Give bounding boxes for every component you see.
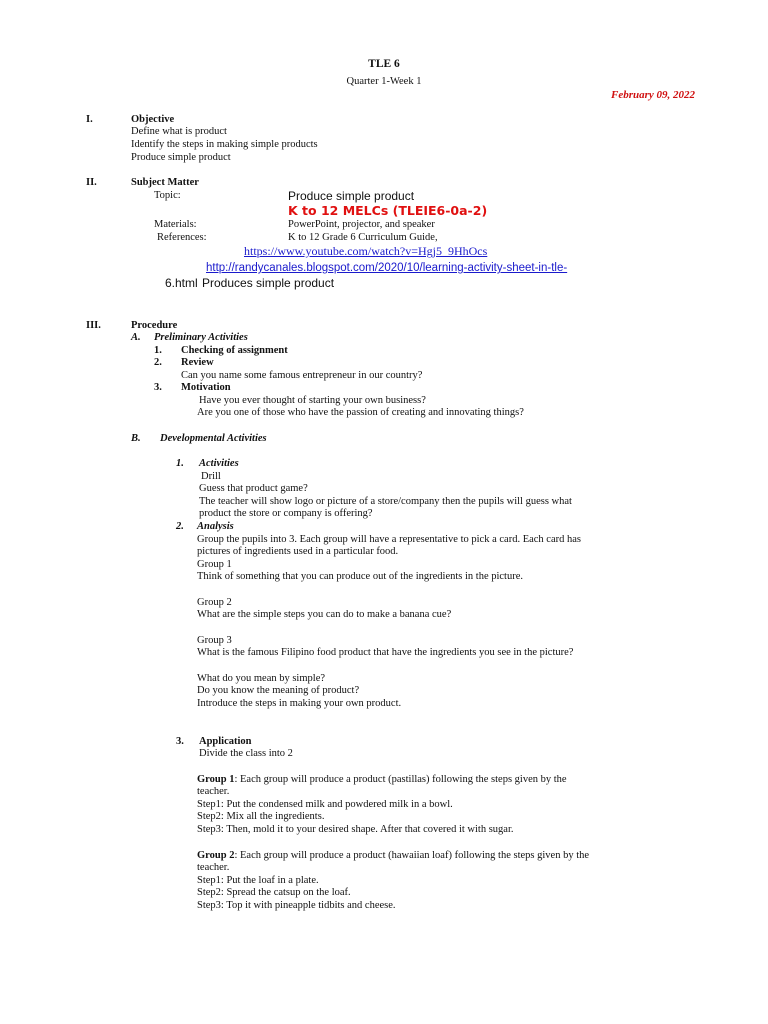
subsection-heading-developmental: Developmental Activities xyxy=(160,433,267,444)
item-heading-checking: Checking of assignment xyxy=(181,345,288,356)
references-title: Produces simple product xyxy=(202,276,335,290)
group2-line: Step2: Spread the catsup on the loaf. xyxy=(197,887,351,898)
group1-line: Step2: Mix all the ingredients. xyxy=(197,811,325,822)
group1-text: : Each group will produce a product (pastillas) following the steps given by the xyxy=(234,774,567,785)
section-heading-subject-matter: Subject Matter xyxy=(131,177,199,188)
section-numeral-subject-matter: II. xyxy=(86,177,97,188)
document-subtitle: Quarter 1-Week 1 xyxy=(346,76,422,87)
group1-instruction xyxy=(197,774,567,786)
subsection-letter-b: B. xyxy=(131,433,141,444)
objective-item: Identify the steps in making simple products xyxy=(131,139,318,150)
group2-line: teacher. xyxy=(197,862,230,873)
subsection-heading-preliminary: Preliminary Activities xyxy=(154,332,248,343)
group2-instruction xyxy=(197,850,589,862)
analysis-line: What do you mean by simple? xyxy=(197,673,326,684)
references-value: K to 12 Grade 6 Curriculum Guide, xyxy=(288,232,438,243)
item-number: 1. xyxy=(154,345,162,356)
group1-label: Group 1 xyxy=(197,774,235,785)
blogspot-link-tail[interactable]: 6.html xyxy=(165,276,198,290)
section-numeral-objective: I. xyxy=(86,114,93,125)
analysis-line: Think of something that you can produce out of the ingredients in the picture. xyxy=(197,571,524,582)
section-numeral-procedure: III. xyxy=(86,320,101,331)
materials-value: PowerPoint, projector, and speaker xyxy=(288,219,435,230)
group2-line: Step3: Top it with pineapple tidbits and cheese. xyxy=(197,900,396,911)
references-label: References: xyxy=(157,232,207,243)
analysis-line: Group 1 xyxy=(197,559,232,570)
youtube-link[interactable]: https://www.youtube.com/watch?v=Hgj5_9HhOcs xyxy=(244,244,488,258)
item-heading-motivation: Motivation xyxy=(181,382,231,393)
objective-item: Produce simple product xyxy=(131,152,231,163)
analysis-line: pictures of ingredients used in a particular food. xyxy=(197,546,399,557)
analysis-line: Do you know the meaning of product? xyxy=(197,685,360,696)
activities-line: The teacher will show logo or picture of a store/company then the pupils will guess what xyxy=(199,496,572,507)
activities-line: Guess that product game? xyxy=(199,483,308,494)
group1-line: teacher. xyxy=(197,786,230,797)
application-intro: Divide the class into 2 xyxy=(199,748,293,759)
document-date: February 09, 2022 xyxy=(611,89,696,101)
group2-text: : Each group will produce a product (hawaiian loaf) following the steps given by the xyxy=(234,850,590,861)
motivation-line: Have you ever thought of starting your own business? xyxy=(199,395,426,406)
item-number: 1. xyxy=(176,458,184,469)
objective-item: Define what is product xyxy=(131,126,227,137)
section-heading-procedure: Procedure xyxy=(131,320,178,331)
motivation-line: Are you one of those who have the passion of creating and innovating things? xyxy=(197,407,524,418)
item-heading-application: Application xyxy=(199,736,252,747)
item-heading-activities: Activities xyxy=(199,458,239,469)
item-number: 2. xyxy=(154,357,162,368)
group2-label: Group 2 xyxy=(197,850,235,861)
topic-value: Produce simple product xyxy=(288,189,415,203)
topic-label: Topic: xyxy=(154,190,181,201)
group1-line: Step1: Put the condensed milk and powdered milk in a bowl. xyxy=(197,799,453,810)
subsection-letter-a: A. xyxy=(131,332,141,343)
activities-line: Drill xyxy=(201,471,221,482)
item-number: 3. xyxy=(176,736,184,747)
item-number: 3. xyxy=(154,382,162,393)
analysis-line: Group 3 xyxy=(197,635,232,646)
review-question: Can you name some famous entrepreneur in our country? xyxy=(181,370,423,381)
blogspot-link[interactable]: http://randycanales.blogspot.com/2020/10/learning-activity-sheet-in-tle- xyxy=(206,262,568,274)
melc-code: K to 12 MELCs (TLEIE6-0a-2) xyxy=(288,203,488,218)
group1-line: Step3: Then, mold it to your desired shape. After that covered it with sugar. xyxy=(197,824,514,835)
section-heading-objective: Objective xyxy=(131,114,175,125)
item-heading-review: Review xyxy=(181,357,214,368)
document-title: TLE 6 xyxy=(368,58,400,70)
item-number: 2. xyxy=(176,521,184,532)
materials-label: Materials: xyxy=(154,219,197,230)
analysis-line: Group 2 xyxy=(197,597,232,608)
analysis-line: Group the pupils into 3. Each group will have a representative to pick a card. Each card has xyxy=(197,534,581,545)
activities-line: product the store or company is offering? xyxy=(199,508,373,519)
analysis-line: What is the famous Filipino food product that have the ingredients you see in the picture? xyxy=(197,647,574,658)
item-heading-analysis: Analysis xyxy=(197,521,234,532)
group2-line: Step1: Put the loaf in a plate. xyxy=(197,875,319,886)
analysis-line: Introduce the steps in making your own product. xyxy=(197,698,402,709)
analysis-line: What are the simple steps you can do to make a banana cue? xyxy=(197,609,452,620)
